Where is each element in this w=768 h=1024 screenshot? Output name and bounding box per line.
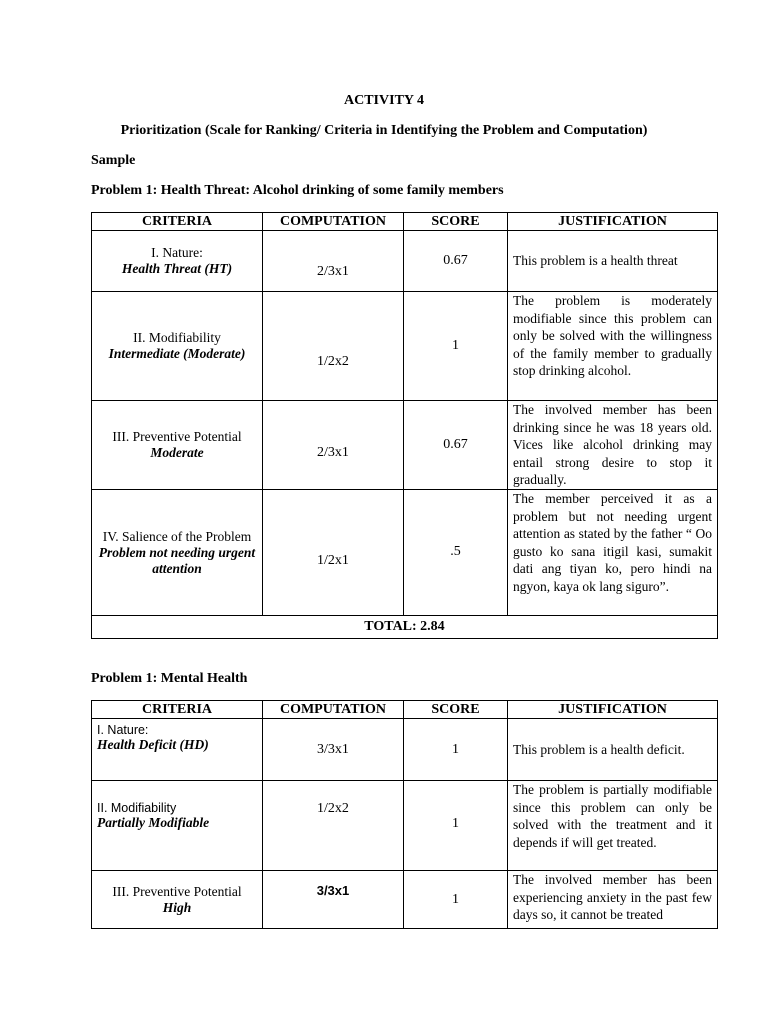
table-row	[92, 231, 718, 292]
criterion-level: Health Deficit (HD)	[97, 737, 209, 752]
criteria-cell	[92, 781, 263, 871]
score-cell: 0.67	[404, 401, 508, 490]
justification-cell: The problem is partially modifiable since this problem can only be solved with the treatment and it depends if will get treated.	[508, 781, 718, 871]
table-row	[92, 490, 718, 616]
criterion-level: Moderate	[150, 445, 204, 460]
justification-cell: The involved member has been experiencing anxiety in the past few days so, it cannot be treated	[508, 871, 718, 929]
criterion-level: Partially Modifiable	[97, 815, 210, 830]
header-criteria: CRITERIA	[92, 213, 263, 231]
score-cell: 1	[404, 871, 508, 929]
criterion-level: Health Threat (HT)	[121, 261, 233, 276]
header-computation: COMPUTATION	[263, 701, 404, 719]
criterion-name: III. Preventive Potential	[112, 883, 242, 899]
table-row	[92, 781, 718, 871]
activity-title: ACTIVITY 4	[344, 93, 424, 108]
problem1-table	[91, 212, 718, 639]
score-cell: 1	[404, 781, 508, 871]
header-computation: COMPUTATION	[263, 213, 404, 231]
criterion-name: IV. Salience of the Problem	[102, 528, 252, 544]
score-cell: 0.67	[404, 231, 508, 292]
criterion-level: Problem not needing urgent attention	[98, 544, 256, 576]
table-header-row	[92, 701, 718, 719]
computation-cell: 1/2x2	[263, 781, 404, 871]
table-row	[92, 401, 718, 490]
criteria-cell	[92, 719, 263, 781]
justification-cell: This problem is a health threat	[508, 231, 718, 292]
justification-cell: The member perceived it as a problem but not needing urgent attention as stated by the father “ Oo gusto ko sana itigil kasi, sumakit dati ang tiyan ko, pero hindi na ngyon, kaya ok lang siguro”.	[508, 490, 718, 616]
computation-cell: 1/2x1	[263, 490, 404, 616]
justification-cell: The involved member has been drinking since he was 18 years old. Vices like alcohol drinking may entail strong desire to stop it gradually.	[508, 401, 718, 490]
problem2-table	[91, 700, 718, 929]
criterion-name: II. Modifiability	[133, 330, 221, 345]
computation-value: 3/3x1	[316, 883, 350, 898]
problem1-label: Problem 1: Health Threat: Alcohol drinking of some family members	[91, 183, 504, 198]
criteria-cell	[92, 231, 263, 292]
criteria-cell	[92, 871, 263, 929]
score-cell: 1	[404, 292, 508, 401]
criterion-level: High	[162, 899, 192, 915]
computation-cell: 2/3x1	[263, 231, 404, 292]
criteria-cell	[92, 292, 263, 401]
score-cell: 1	[404, 719, 508, 781]
table-header-row	[92, 213, 718, 231]
header-score: SCORE	[404, 701, 508, 719]
header-criteria: CRITERIA	[92, 701, 263, 719]
table-row	[92, 719, 718, 781]
criteria-cell	[92, 401, 263, 490]
criterion-name: I. Nature:	[151, 245, 203, 260]
score-cell: .5	[404, 490, 508, 616]
justification-cell: The problem is moderately modifiable since this problem can only be solved with the willingness of the family member to gradually stop drinking alcohol.	[508, 292, 718, 401]
computation-cell: 3/3x1	[263, 719, 404, 781]
computation-cell: 2/3x1	[263, 401, 404, 490]
header-score: SCORE	[404, 213, 508, 231]
table-row	[92, 292, 718, 401]
header-justification: JUSTIFICATION	[508, 701, 718, 719]
problem2-label: Problem 1: Mental Health	[91, 671, 248, 686]
justification-cell: This problem is a health deficit.	[508, 719, 718, 781]
computation-cell: 1/2x2	[263, 292, 404, 401]
criteria-cell	[92, 490, 263, 616]
criterion-name: II. Modifiability	[97, 801, 177, 815]
table-row	[92, 871, 718, 929]
activity-subtitle: Prioritization (Scale for Ranking/ Criteria in Identifying the Problem and Computation)	[120, 123, 648, 138]
total-row	[92, 616, 718, 639]
total-value: TOTAL: 2.84	[92, 616, 718, 639]
computation-cell	[263, 871, 404, 929]
criterion-level: Intermediate (Moderate)	[108, 346, 246, 361]
sample-label: Sample	[91, 153, 136, 168]
criterion-name: III. Preventive Potential	[112, 429, 242, 444]
criterion-name: I. Nature:	[97, 723, 149, 737]
header-justification: JUSTIFICATION	[508, 213, 718, 231]
